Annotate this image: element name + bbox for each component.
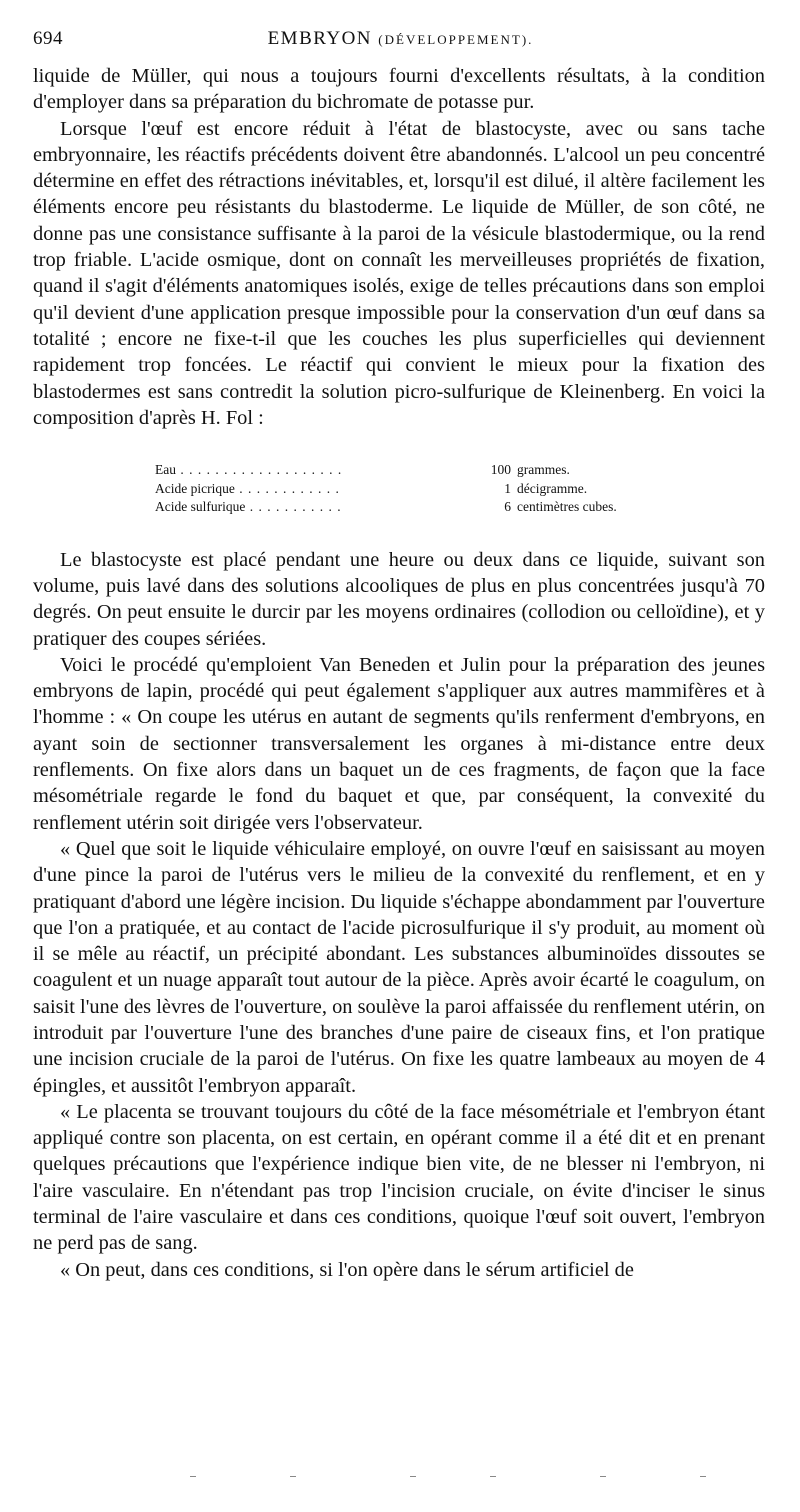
print-speck — [410, 1476, 416, 1477]
paragraph: Lorsque l'œuf est encore réduit à l'état de blastocyste, avec ou sans tache embryonnaire, les réactifs précédents doivent être abandonnés. L'alcool un peu concentré détermine en effet des rétractions inévitables, et, lorsqu'il est dilué, il altère facilement les éléments encore peu résistants du blastoderme. Le liquide de Müller, de son côté, ne donne pas une consistance suffisante à la paroi de la vésicule blastodermique, ou la rend trop friable. L'acide osmique, dont on connaît les merveilleuses propriétés de fixation, quand il s'agit d'éléments anatomiques isolés, exige de telles précautions dans son emploi qu'il devient d'une application presque impossible pour la conservation d'un œuf dans sa totalité ; encore ne fixe-t-il que les couches les plus superficielles qui deviennent rapidement trop foncées. Le réactif qui convient le mieux pour la fixation des blastodermes est sans contredit la solution picro-sulfurique de Kleinenberg. En voici la composition d'après H. Fol : — [33, 117, 765, 429]
paragraph: « Le placenta se trouvant toujours du côté de la face mésométriale et l'embryon étant appliqué contre son placenta, on est certain, en opérant comme il a été dit et en prenant quelques précautions que l'expérience indique bien vite, de ne blesser ni l'embryon, ni l'aire vasculaire. En n'étendant pas trop l'incision cruciale, on évite d'inciser le sinus terminal de l'aire vasculaire et dans ces conditions, quoique l'œuf soit ouvert, l'embryon ne perd pas de sang. — [33, 1100, 765, 1255]
recipe-ingredient: Acide sulfurique . . . — [155, 498, 345, 517]
recipe-quantity: 1 — [504, 480, 511, 496]
recipe-quantity: 100 — [490, 462, 511, 478]
recipe-quantity: 6 — [504, 499, 511, 515]
print-speck — [600, 1476, 606, 1477]
paragraph: « On peut, dans ces conditions, si l'on opère dans le sérum artificiel de — [60, 1258, 634, 1281]
recipe-unit: grammes. — [517, 462, 570, 478]
running-title-main: EMBRYON — [267, 28, 373, 49]
recipe-row — [155, 480, 765, 499]
print-speck — [190, 1476, 196, 1477]
running-title-sub: (DÉVELOPPEMENT). — [378, 32, 534, 47]
recipe-unit: centimètres cubes. — [517, 499, 617, 515]
paragraph: Voici le procédé qu'emploient Van Beneden et Julin pour la préparation des jeunes embryons de lapin, procédé qui peut également s'appliquer aux autres mammifères et à l'homme : « On coupe les utérus en autant de segments qu'ils renferment d'embryons, en ayant soin de sectionner transversalement les organes à mi-distance entre deux renflements. On fixe alors dans un baquet un de ces fragments, de façon que la face mésométriale regarde le fond du baquet et que, par conséquent, la convexité du renflement utérin soit dirigée vers l'observateur. — [33, 653, 765, 834]
recipe-row — [155, 498, 765, 517]
running-title — [33, 28, 768, 50]
recipe-row — [155, 461, 765, 480]
paragraph: « Quel que soit le liquide véhiculaire employé, on ouvre l'œuf en saisissant au moyen d'une pince la paroi de l'utérus vers le milieu de la convexité du renflement, et en y pratiquant d'abord une légère incision. Du liquide s'échappe abondamment par l'ouverture que l'on a pratiquée, et au contact de l'acide picrosulfurique il s'y produit, au moment où il se mêle au réactif, un précipité abondant. Les substances albuminoïdes dissoutes se coagulent et un nuage apparaît tout autour de la pièce. Après avoir écarté le coagulum, on saisit l'une des lèvres de l'ouverture, on soulève la paroi affaissée du renflement utérin, on introduit par l'ouverture l'une des branches d'une paire de ciseaux fins, et l'on pratique une incision cruciale de la paroi de l'utérus. On fixe les quatre lambeaux au moyen de 4 épingles, et aussitôt l'embryon apparaît. — [33, 837, 765, 1097]
running-header — [33, 28, 768, 54]
body-text — [33, 63, 765, 1283]
page-number: 694 — [33, 28, 63, 49]
print-specks — [180, 1476, 720, 1480]
print-speck — [490, 1476, 496, 1477]
paragraph: Le blastocyste est placé pendant une heure ou deux dans ce liquide, suivant son volume, puis lavé dans des solutions alcooliques de plus en plus concentrées jusqu'à 70 degrés. On peut ensuite le durcir par les moyens ordinaires (collodion ou celloïdine), et y pratiquer des coupes sériées. — [33, 548, 765, 650]
print-speck — [290, 1476, 296, 1477]
print-speck — [700, 1476, 706, 1477]
recipe-unit: décigramme. — [517, 480, 588, 496]
recipe-ingredient: Eau . . . — [155, 461, 345, 480]
paragraph-continued: liquide de Müller, qui nous a toujours fourni d'excellents résultats, à la condition d'employer dans sa préparation du bichromate de potasse pur. — [33, 65, 765, 114]
recipe-table — [155, 461, 765, 517]
recipe-ingredient: Acide picrique . . . — [155, 480, 345, 499]
